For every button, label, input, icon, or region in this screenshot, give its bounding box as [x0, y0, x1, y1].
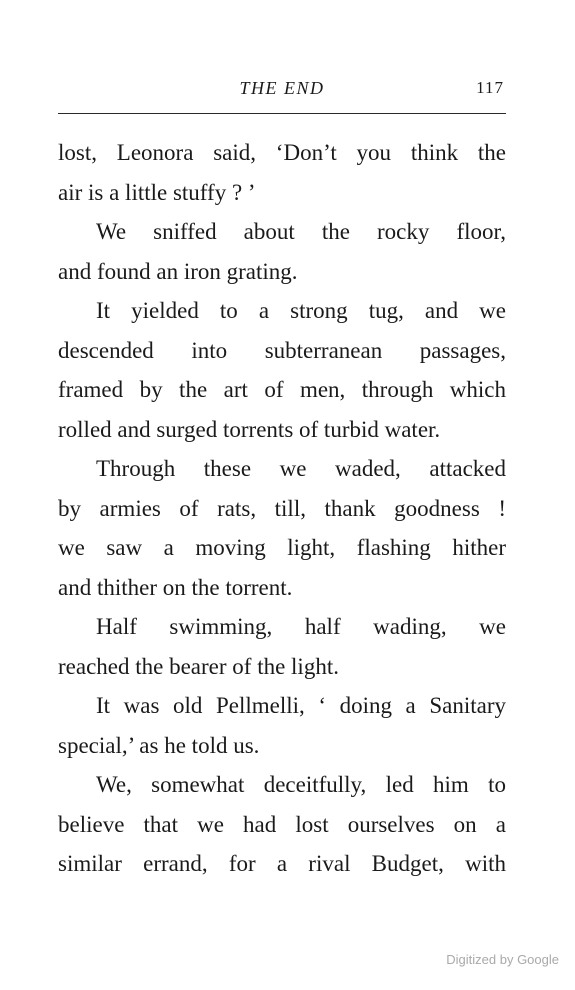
text-line: descended into subterranean passages, — [58, 337, 506, 363]
text-line: reached the bearer of the light. — [58, 653, 339, 679]
text-line: Half swimming, half wading, we — [96, 614, 506, 639]
text-line: air is a little stuffy ? ’ — [58, 179, 256, 205]
text-line: rolled and surged torrents of turbid water. — [58, 416, 441, 442]
text-line: believe that we had lost ourselves on a — [58, 811, 506, 837]
text-line: It was old Pellmelli, ‘ doing a Sanitary — [96, 693, 506, 718]
text-line: lost, Leonora said, ‘Don’t you think the — [58, 140, 506, 165]
text-line: We, somewhat deceitfully, led him to — [96, 772, 506, 797]
digitized-watermark: Digitized by Google — [446, 952, 559, 967]
text-line: It yielded to a strong tug, and we — [96, 298, 506, 323]
text-line: and thither on the torrent. — [58, 574, 293, 600]
text-line: by armies of rats, till, thank goodness ! — [58, 495, 506, 521]
text-line: Through these we waded, attacked — [96, 456, 506, 481]
running-head — [58, 78, 506, 100]
text-line: We sniffed about the rocky floor, — [96, 219, 506, 244]
header-rule — [58, 113, 506, 114]
page-number: 117 — [476, 78, 504, 97]
text-line: we saw a moving light, flashing hither — [58, 535, 506, 560]
running-head-title: THE END — [239, 78, 325, 98]
text-line: framed by the art of men, through which — [58, 377, 506, 402]
text-line: special,’ as he told us. — [58, 732, 260, 758]
text-line: similar errand, for a rival Budget, with — [58, 851, 506, 876]
text-line: and found an iron grating. — [58, 258, 298, 284]
body-text — [58, 133, 506, 884]
